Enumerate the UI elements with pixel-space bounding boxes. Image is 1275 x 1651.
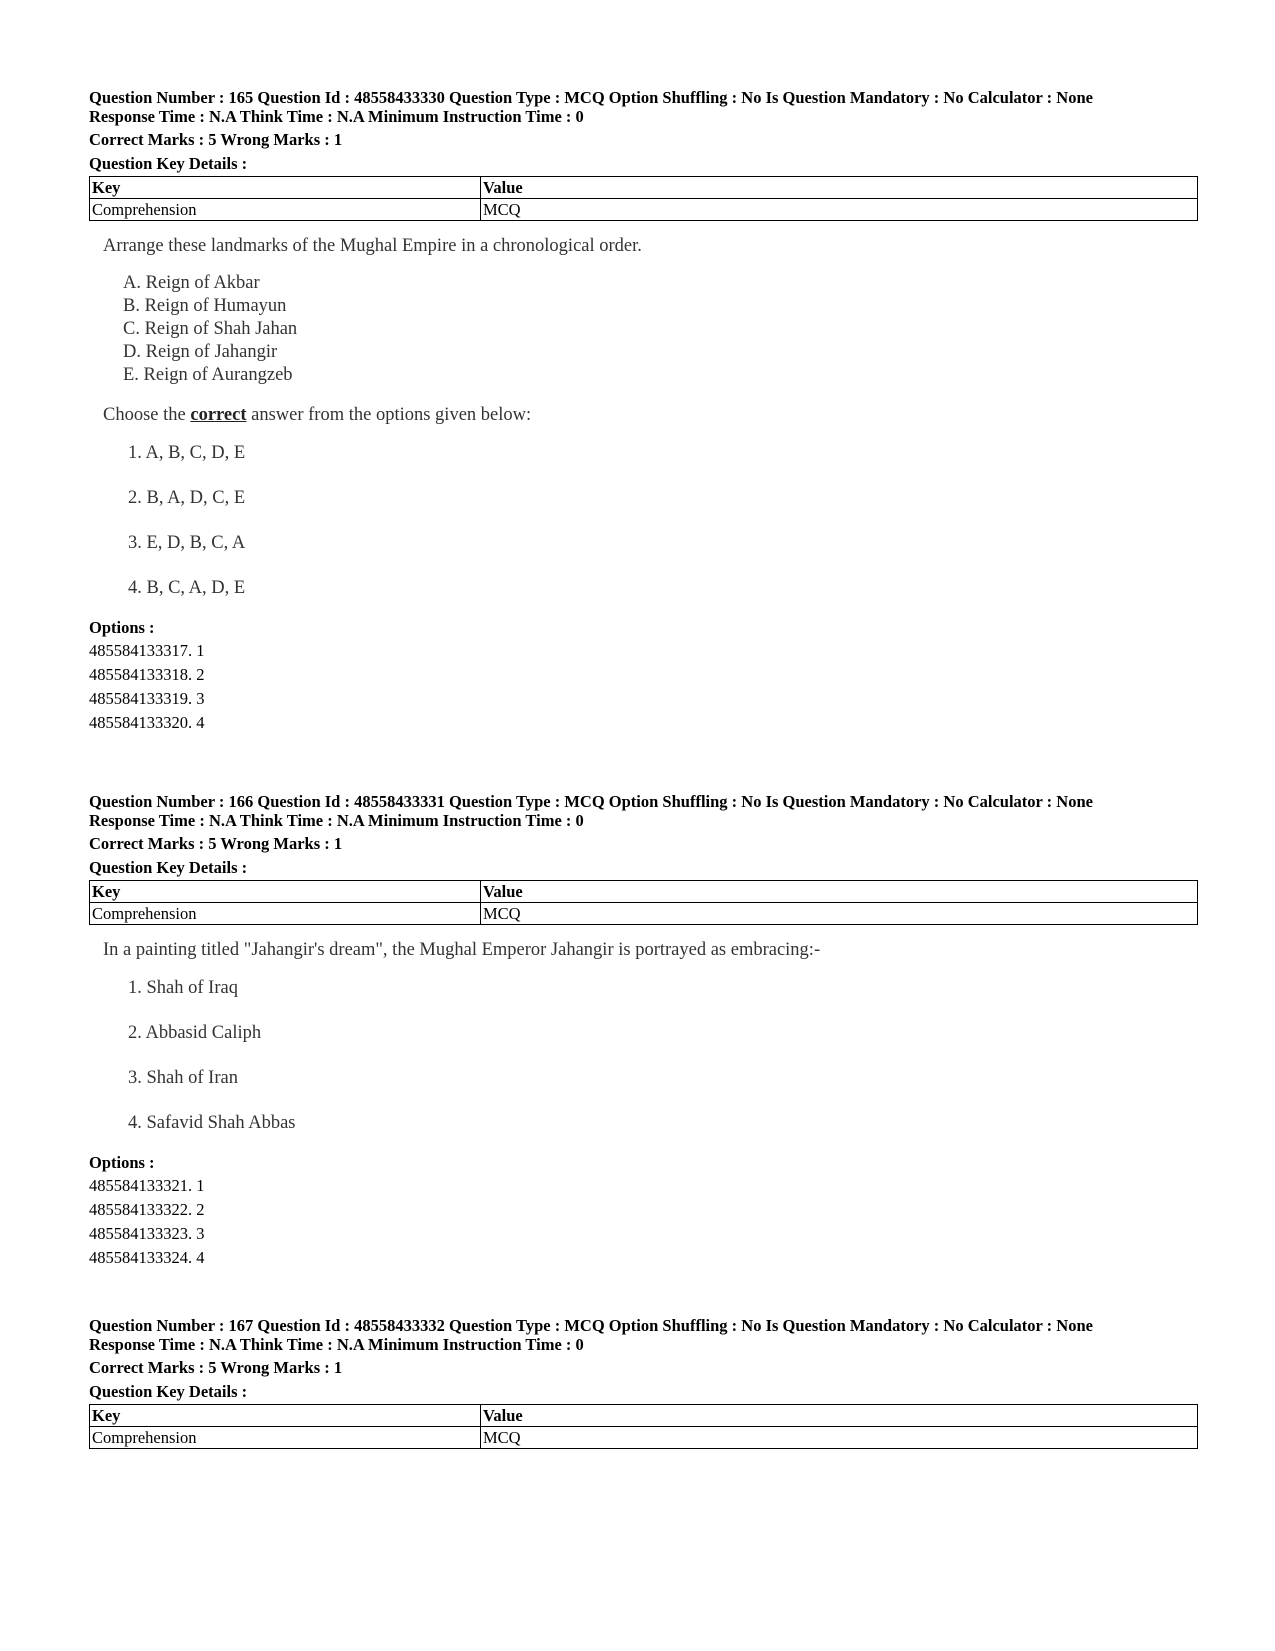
answer-item: 2. Abbasid Caliph <box>128 1023 262 1043</box>
question-meta-line1: Question Number : 166 Question Id : 48558433331 Question Type : MCQ Option Shuffling : No Is Question Mandatory : No Calculator : None <box>89 792 1093 811</box>
question-meta-line2: Response Time : N.A Think Time : N.A Minimum Instruction Time : 0 <box>89 1335 584 1354</box>
question-marks: Correct Marks : 5 Wrong Marks : 1 <box>89 130 343 149</box>
question-meta-line2: Response Time : N.A Think Time : N.A Minimum Instruction Time : 0 <box>89 107 584 126</box>
question-meta-line1: Question Number : 165 Question Id : 48558433330 Question Type : MCQ Option Shuffling : No Is Question Mandatory : No Calculator : None <box>89 88 1093 107</box>
question-key-details-label: Question Key Details : <box>89 1382 248 1401</box>
table-row <box>90 903 1198 925</box>
key-details-table <box>89 880 1198 925</box>
question-content <box>89 938 1198 1152</box>
question-165 <box>89 88 1198 735</box>
question-stem: In a painting titled "Jahangir's dream", the Mughal Emperor Jahangir is portrayed as embracing:- <box>103 940 821 960</box>
question-meta-line2: Response Time : N.A Think Time : N.A Minimum Instruction Time : 0 <box>89 811 584 830</box>
choose-emphasis: correct <box>190 405 247 425</box>
statement-item: B. Reign of Humayun <box>123 296 287 316</box>
table-row <box>90 1427 1198 1449</box>
key-header: Key <box>90 881 481 903</box>
table-header-row <box>90 177 1198 199</box>
options-label: Options : <box>89 1153 155 1172</box>
value-cell: MCQ <box>481 1427 1198 1449</box>
statement-item: C. Reign of Shah Jahan <box>123 319 298 339</box>
statement-item: D. Reign of Jahangir <box>123 342 278 362</box>
value-cell: MCQ <box>481 199 1198 221</box>
option-item: 485584133318. 2 <box>89 665 205 684</box>
table-row <box>90 199 1198 221</box>
choose-suffix: answer from the options given below: <box>246 405 532 425</box>
statement-item: E. Reign of Aurangzeb <box>123 365 293 385</box>
key-header: Key <box>90 177 481 199</box>
key-header: Key <box>90 1405 481 1427</box>
answer-item: 2. B, A, D, C, E <box>128 488 246 508</box>
key-details-table <box>89 176 1198 221</box>
option-item: 485584133322. 2 <box>89 1200 205 1219</box>
answer-item: 3. Shah of Iran <box>128 1068 238 1088</box>
value-header: Value <box>481 177 1198 199</box>
answer-list <box>128 972 1198 1152</box>
answer-list <box>128 437 1198 617</box>
key-details-table <box>89 1404 1198 1449</box>
answer-item: 3. E, D, B, C, A <box>128 533 246 553</box>
question-key-details-label: Question Key Details : <box>89 858 248 877</box>
table-header-row <box>90 1405 1198 1427</box>
value-header: Value <box>481 881 1198 903</box>
table-header-row <box>90 881 1198 903</box>
answer-item: 4. B, C, A, D, E <box>128 578 246 598</box>
answer-item: 4. Safavid Shah Abbas <box>128 1113 296 1133</box>
option-item: 485584133323. 3 <box>89 1224 205 1243</box>
statement-item: A. Reign of Akbar <box>123 273 260 293</box>
option-item: 485584133324. 4 <box>89 1248 205 1267</box>
key-cell: Comprehension <box>90 1427 481 1449</box>
value-cell: MCQ <box>481 903 1198 925</box>
key-cell: Comprehension <box>90 199 481 221</box>
option-item: 485584133317. 1 <box>89 641 205 660</box>
answer-item: 1. Shah of Iraq <box>128 978 238 998</box>
question-key-details-label: Question Key Details : <box>89 154 248 173</box>
value-header: Value <box>481 1405 1198 1427</box>
statement-list <box>123 272 1198 387</box>
option-item: 485584133321. 1 <box>89 1176 205 1195</box>
key-cell: Comprehension <box>90 903 481 925</box>
option-item: 485584133319. 3 <box>89 689 205 708</box>
question-166 <box>89 792 1198 1270</box>
answer-item: 1. A, B, C, D, E <box>128 443 246 463</box>
options-label: Options : <box>89 618 155 637</box>
question-meta-line1: Question Number : 167 Question Id : 48558433332 Question Type : MCQ Option Shuffling : No Is Question Mandatory : No Calculator : None <box>89 1316 1093 1335</box>
question-stem: Arrange these landmarks of the Mughal Empire in a chronological order. <box>103 236 642 256</box>
option-item: 485584133320. 4 <box>89 713 205 732</box>
choose-instruction <box>103 403 1198 427</box>
question-content <box>89 234 1198 617</box>
question-marks: Correct Marks : 5 Wrong Marks : 1 <box>89 834 343 853</box>
question-marks: Correct Marks : 5 Wrong Marks : 1 <box>89 1358 343 1377</box>
choose-prefix: Choose the <box>103 405 191 425</box>
question-167 <box>89 1316 1198 1449</box>
